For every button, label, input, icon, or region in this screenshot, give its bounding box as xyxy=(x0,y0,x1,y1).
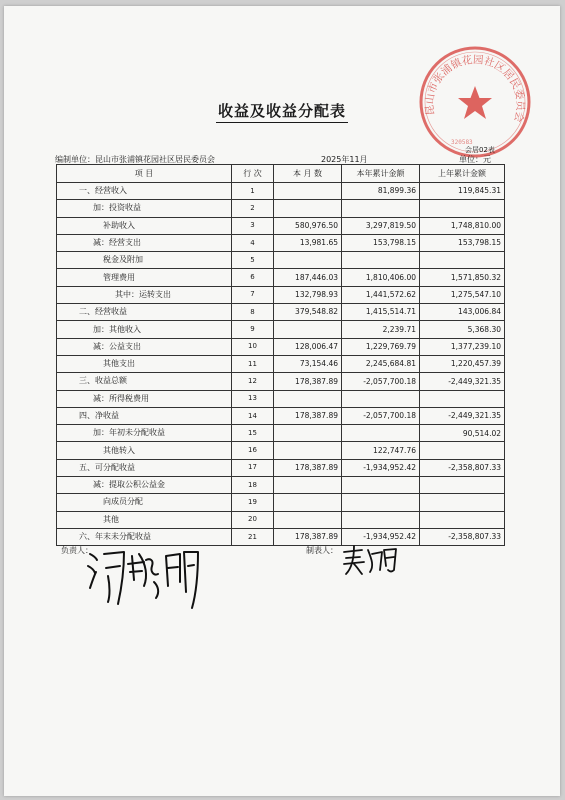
row-line-cell: 8 xyxy=(232,304,274,321)
row-month-cell: 178,387.89 xyxy=(274,373,342,390)
row-month-cell xyxy=(274,425,342,442)
row-prev-year-cell: -2,449,321.35 xyxy=(420,373,505,390)
row-year-cell: 1,229,769.79 xyxy=(342,338,420,355)
row-item-cell: 二、经营收益 xyxy=(57,304,232,321)
table-row xyxy=(57,217,505,234)
row-month-cell xyxy=(274,183,342,200)
row-line-cell: 6 xyxy=(232,269,274,286)
row-month-cell: 132,798.93 xyxy=(274,286,342,303)
row-prev-year-cell: 5,368.30 xyxy=(420,321,505,338)
row-line-cell: 15 xyxy=(232,425,274,442)
row-prev-year-cell: 119,845.31 xyxy=(420,183,505,200)
table-header-row xyxy=(57,165,505,183)
row-prev-year-cell: -2,358,807.33 xyxy=(420,528,505,545)
row-year-cell: 2,245,684.81 xyxy=(342,355,420,372)
table-row xyxy=(57,425,505,442)
header-month: 本 月 数 xyxy=(274,165,342,183)
row-prev-year-cell: 1,571,850.32 xyxy=(420,269,505,286)
row-line-cell: 3 xyxy=(232,217,274,234)
row-year-cell xyxy=(342,252,420,269)
row-line-cell: 19 xyxy=(232,494,274,511)
row-prev-year-cell xyxy=(420,252,505,269)
row-prev-year-cell: 1,220,457.39 xyxy=(420,355,505,372)
row-item-cell: 五、可分配收益 xyxy=(57,459,232,476)
row-prev-year-cell: 1,377,239.10 xyxy=(420,338,505,355)
row-prev-year-cell xyxy=(420,442,505,459)
row-line-cell: 1 xyxy=(232,183,274,200)
table-row xyxy=(57,390,505,407)
row-line-cell: 4 xyxy=(232,234,274,251)
row-line-cell: 5 xyxy=(232,252,274,269)
row-line-cell: 14 xyxy=(232,407,274,424)
row-line-cell: 11 xyxy=(232,355,274,372)
row-prev-year-cell xyxy=(420,494,505,511)
row-month-cell xyxy=(274,494,342,511)
responsible-label: 负责人： xyxy=(61,546,93,555)
table-row xyxy=(57,355,505,372)
row-item-cell: 其中：运转支出 xyxy=(57,286,232,303)
report-period: 2025年11月 xyxy=(321,155,368,164)
row-month-cell: 73,154.46 xyxy=(274,355,342,372)
row-prev-year-cell: -2,358,807.33 xyxy=(420,459,505,476)
row-line-cell: 17 xyxy=(232,459,274,476)
row-month-cell xyxy=(274,321,342,338)
table-row xyxy=(57,234,505,251)
row-item-cell: 其他转入 xyxy=(57,442,232,459)
row-month-cell xyxy=(274,477,342,494)
row-year-cell: -2,057,700.18 xyxy=(342,373,420,390)
row-line-cell: 18 xyxy=(232,477,274,494)
header-year: 本年累计金额 xyxy=(342,165,420,183)
form-number: 会居02表 xyxy=(465,146,495,154)
row-line-cell: 10 xyxy=(232,338,274,355)
responsible-signature xyxy=(84,546,204,616)
table-row xyxy=(57,528,505,545)
row-month-cell: 580,976.50 xyxy=(274,217,342,234)
document-page xyxy=(4,6,560,796)
table-row xyxy=(57,442,505,459)
row-line-cell: 13 xyxy=(232,390,274,407)
preparer-signature xyxy=(340,544,400,578)
table-row xyxy=(57,373,505,390)
row-prev-year-cell xyxy=(420,200,505,217)
table-row xyxy=(57,200,505,217)
table-row xyxy=(57,494,505,511)
row-year-cell: 1,810,406.00 xyxy=(342,269,420,286)
row-item-cell: 减：公益支出 xyxy=(57,338,232,355)
row-prev-year-cell: 90,514.02 xyxy=(420,425,505,442)
row-year-cell xyxy=(342,494,420,511)
row-year-cell: -1,934,952.42 xyxy=(342,528,420,545)
row-month-cell: 13,981.65 xyxy=(274,234,342,251)
row-year-cell: 3,297,819.50 xyxy=(342,217,420,234)
row-month-cell xyxy=(274,390,342,407)
table-row xyxy=(57,459,505,476)
table-row xyxy=(57,321,505,338)
row-year-cell xyxy=(342,477,420,494)
seal-code: 320583 xyxy=(451,139,473,146)
row-item-cell: 四、净收益 xyxy=(57,407,232,424)
row-month-cell: 379,548.82 xyxy=(274,304,342,321)
row-item-cell: 一、经营收入 xyxy=(57,183,232,200)
table-row xyxy=(57,286,505,303)
row-item-cell: 减：提取公积公益金 xyxy=(57,477,232,494)
row-item-cell: 三、收益总额 xyxy=(57,373,232,390)
row-year-cell: -1,934,952.42 xyxy=(342,459,420,476)
row-month-cell xyxy=(274,200,342,217)
row-year-cell: 1,441,572.62 xyxy=(342,286,420,303)
row-prev-year-cell: 1,275,547.10 xyxy=(420,286,505,303)
row-item-cell: 其他支出 xyxy=(57,355,232,372)
table-row xyxy=(57,183,505,200)
row-year-cell: -2,057,700.18 xyxy=(342,407,420,424)
row-item-cell: 税金及附加 xyxy=(57,252,232,269)
row-line-cell: 9 xyxy=(232,321,274,338)
row-prev-year-cell: 143,006.84 xyxy=(420,304,505,321)
row-line-cell: 7 xyxy=(232,286,274,303)
row-item-cell: 减：所得税费用 xyxy=(57,390,232,407)
row-year-cell xyxy=(342,390,420,407)
row-item-cell: 加：投资收益 xyxy=(57,200,232,217)
row-year-cell: 81,899.36 xyxy=(342,183,420,200)
row-year-cell: 122,747.76 xyxy=(342,442,420,459)
row-item-cell: 减：经营支出 xyxy=(57,234,232,251)
row-line-cell: 21 xyxy=(232,528,274,545)
row-line-cell: 16 xyxy=(232,442,274,459)
row-item-cell: 六、年末未分配收益 xyxy=(57,528,232,545)
row-item-cell: 其他 xyxy=(57,511,232,528)
row-line-cell: 2 xyxy=(232,200,274,217)
row-prev-year-cell: 1,748,810.00 xyxy=(420,217,505,234)
currency-unit: 单位：元 xyxy=(459,155,491,164)
table-row xyxy=(57,477,505,494)
row-prev-year-cell xyxy=(420,477,505,494)
row-prev-year-cell xyxy=(420,511,505,528)
row-year-cell: 1,415,514.71 xyxy=(342,304,420,321)
row-year-cell xyxy=(342,511,420,528)
table-row xyxy=(57,252,505,269)
row-month-cell xyxy=(274,442,342,459)
income-distribution-table xyxy=(56,164,505,546)
row-month-cell xyxy=(274,252,342,269)
table-row xyxy=(57,304,505,321)
table-row xyxy=(57,338,505,355)
row-prev-year-cell xyxy=(420,390,505,407)
row-prev-year-cell: 153,798.15 xyxy=(420,234,505,251)
row-month-cell: 187,446.03 xyxy=(274,269,342,286)
row-month-cell xyxy=(274,511,342,528)
row-prev-year-cell: -2,449,321.35 xyxy=(420,407,505,424)
preparer-label: 制表人： xyxy=(306,546,338,555)
row-month-cell: 178,387.89 xyxy=(274,459,342,476)
row-month-cell: 178,387.89 xyxy=(274,528,342,545)
row-year-cell xyxy=(342,425,420,442)
header-item: 项 目 xyxy=(57,165,232,183)
row-item-cell: 加：其他收入 xyxy=(57,321,232,338)
preparing-unit: 编制单位：昆山市张浦镇花园社区居民委员会 xyxy=(55,155,215,164)
row-year-cell: 2,239.71 xyxy=(342,321,420,338)
row-month-cell: 178,387.89 xyxy=(274,407,342,424)
seal-text: 昆山市张浦镇花园社区居民委员会 xyxy=(423,53,527,124)
header-line: 行 次 xyxy=(232,165,274,183)
row-year-cell: 153,798.15 xyxy=(342,234,420,251)
row-item-cell: 加：年初未分配收益 xyxy=(57,425,232,442)
row-item-cell: 管理费用 xyxy=(57,269,232,286)
row-line-cell: 20 xyxy=(232,511,274,528)
table-row xyxy=(57,407,505,424)
row-year-cell xyxy=(342,200,420,217)
row-item-cell: 补助收入 xyxy=(57,217,232,234)
report-title: 收益及收益分配表 xyxy=(4,100,560,121)
row-month-cell: 128,006.47 xyxy=(274,338,342,355)
row-item-cell: 向成员分配 xyxy=(57,494,232,511)
table-row xyxy=(57,511,505,528)
header-prev-year: 上年累计金额 xyxy=(420,165,505,183)
row-line-cell: 12 xyxy=(232,373,274,390)
table-row xyxy=(57,269,505,286)
